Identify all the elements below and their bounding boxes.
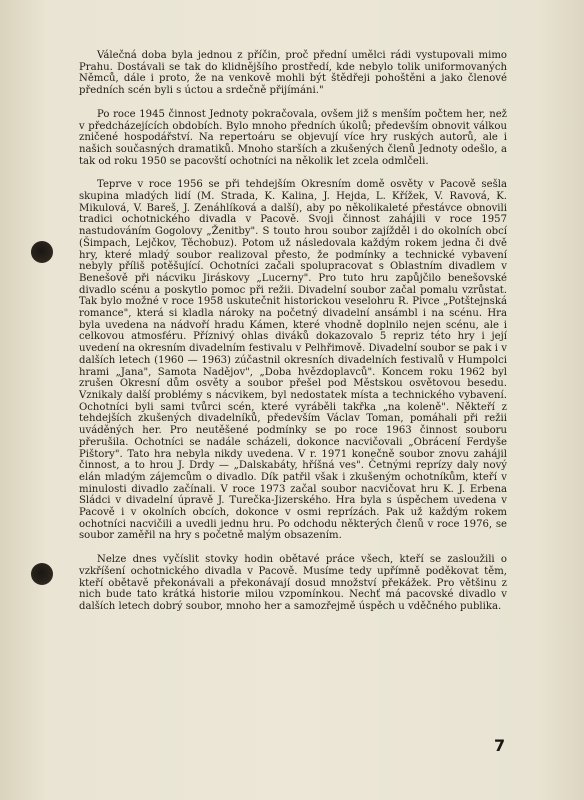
paragraph: Teprve v roce 1956 se při tehdejším Okresním domě osvěty v Pacově sešla skupina mladých lidí (M. Strada, K. Kalina, J. Hejda, L. Křížek, V. Ravová, K. Mikulová, V. Bareš, J. Zenáhlíková a další), aby po několikaleté přestávce obnovili tradici ochotnického divadla v Pacově. Svoji činnost zahájili v roce 1957 nastudováním Gogolovy „Ženitby". S touto hrou soubor zajížděl i do okolních obcí (Šimpach, Lejčkov, Těchobuz). Potom už následovala každým rokem jedna či dvě hry, které mladý soubor realizoval přesto, že podmínky a technické vybavení nebyly příliš potěšující. Ochotníci začali spolupracovat s Oblastním divadlem v Benešově při nácviku Jiráskovy „Lucerny". Pro tuto hru zapůjčilo benešovské divadlo scénu a poskytlo pomoc při režii. Divadelní soubor začal pomalu vzrůstat. Tak bylo možné v roce 1958 uskutečnit historickou veselohru R. Pivce „Potštejnská romance", která si kladla nároky na početný divadelní ansámbl i na scénu. Hra byla uvedena na nádvoří hradu Kámen, které vhodně doplnilo nejen scénu, ale i celkovou atmosféru. Příznivý ohlas diváků dokazovalo 5 repriz této hry i její uvedení na okresním divadelním festivalu v Pelhřimově. Divadelní soubor se pak i v dalších letech (1960 — 1963) zúčastnil okresních divadelních festivalů v Humpolci hrami „Jana", Samota Nadějov", „Doba hvězdoplavců". Koncem roku 1962 byl zrušen Okresní dům osvěty a soubor přešel pod Městskou osvětovou besedu. Vznikaly další problémy s nácvikem, byl nedostatek místa a technického vybavení. Ochotníci byli sami tvůrci scén, které vyráběli takřka „na koleně". Někteří z tehdejších zkušených divadelníků, především Václav Toman, pomáhali při režii uváděných her. Pro neutěšené podmínky se po roce 1963 činnost souboru přerušila. Ochotníci se nadále scházeli, dokonce nacvičovali „Obrácení Ferdyše Pištory". Tato hra nebyla nikdy uvedena. V r. 1971 konečně soubor znovu zahájil činnost, a to hrou J. Drdy — „Dalskabáty, hříšná ves". Četnými reprízy daly nový elán mladým zájemcům o divadlo. Dík patřil však i zkušeným ochotníkům, kteří v minulosti divadlo začínali. V roce 1973 začal soubor nacvičovat hru K. J. Erbena Sládci v divadelní úpravě J. Turečka-Jizerského. Hra byla s úspěchem uvedena v Pacově i v okolních obcích, dokonce v osmi reprízách. Pak už každým rokem ochotníci nacvičili a uvedli jednu hru. Po odchodu některých členů v roce 1976, se soubor zaměřil na hry s početně malým obsazením. [79,179,507,542]
paragraph: Válečná doba byla jednou z příčin, proč přední umělci rádi vystupovali mimo Prahu. Dostávali se tak do klidnějšího prostředí, kde nebylo tolik uniformovaných Němců, dále i proto, že na venkově mohli být štědřeji pohoštěni a jako členové předních scén byli s úctou a srdečně přijímáni." [79,50,507,97]
paragraph: Po roce 1945 činnost Jednoty pokračovala, ovšem již s menším počtem her, než v předcházejících obdobích. Bylo mnoho předních úkolů; především obnovit válkou zničené hospodářství. Na repertoáru se objevují více hry ruských autorů, ale i našich současných dramatiků. Mnoho starších a zkušených členů Jednoty odešlo, a tak od roku 1950 se pacovští ochotníci na několik let zcela odmlčeli. [79,108,507,167]
page-number: 7 [494,736,506,755]
punch-hole [31,241,53,263]
paragraph: Nelze dnes vyčíslit stovky hodin obětavé práce všech, kteří se zasloužili o vzkříšení ochotnického divadla v Pacově. Musíme tedy upřímně poděkovat těm, kteří obětavě překonávali a překonávají dosud množství překážek. Pro většinu z nich bude tato krátká historie milou vzpomínkou. Nechť má pacovské divadlo v dalších letech dobrý soubor, mnoho her a samozřejmě úspěch u vděčného publika. [79,554,507,612]
body-text [79,50,507,625]
punch-hole [31,563,53,585]
